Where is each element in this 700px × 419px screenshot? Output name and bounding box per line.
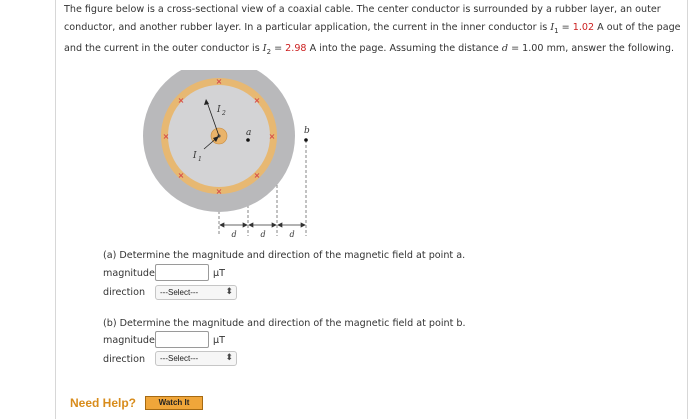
part-a-direction-value: ---Select--- [160, 288, 199, 297]
point-b [304, 138, 308, 142]
label-i2: I [217, 105, 221, 115]
dim-arrow-3r [301, 223, 305, 227]
need-help-label: Need Help? [70, 396, 137, 410]
label-i2-sub: 2 [222, 110, 226, 117]
chevron-updown-icon: ⬍ [225, 286, 233, 296]
part-a-direction-select[interactable] [155, 285, 237, 300]
current-i1-value: 1.02 [572, 22, 595, 33]
label-d-2: d [260, 230, 266, 239]
label-i1: I [193, 151, 197, 161]
label-b: b [304, 126, 310, 136]
problem-line-2: conductor, and another rubber layer. In a particular application, the current in the inner conductor is $I_1 = 1.02$ A out of the page [64, 22, 681, 35]
into-mark-6: × [177, 171, 185, 180]
part-a-magnitude-input[interactable] [155, 264, 209, 281]
problem-line-1: The figure below is a cross-sectional view of a coaxial cable. The center conductor is surrounded by a rubber layer, an outer [64, 4, 661, 15]
problem-statement [64, 1, 684, 61]
part-b-magnitude-input[interactable] [155, 331, 209, 348]
point-a [246, 138, 250, 142]
current-i2-value: 2.98 [285, 42, 307, 54]
part-a-question: (a) Determine the magnitude and direction of the magnetic field at point a. [103, 250, 466, 261]
into-mark-2: × [177, 96, 185, 105]
label-i1-sub: 1 [198, 156, 202, 163]
watch-it-button[interactable]: Watch It [145, 396, 203, 410]
dim-arrow-3l [278, 223, 282, 227]
label-d-3: d [289, 230, 295, 239]
part-a-unit: µT [213, 268, 225, 279]
into-mark-8: × [215, 187, 223, 196]
part-b-unit: µT [213, 335, 225, 346]
part-b-direction-select[interactable] [155, 351, 237, 366]
into-mark-4: × [162, 132, 170, 141]
label-d-1: d [231, 230, 237, 239]
part-b-direction-label: direction [103, 354, 146, 365]
dim-arrow-1l [220, 223, 224, 227]
into-mark-7: × [253, 171, 261, 180]
part-b-question: (b) Determine the magnitude and direction of the magnetic field at point b. [103, 318, 466, 329]
dim-arrow-1r [243, 223, 247, 227]
dimension-arrows [220, 223, 305, 227]
label-a: a [246, 128, 252, 138]
problem-line-3: and the current in the outer conductor is $I_2 = 2.98$ A into the page. Assuming the distance d = 1.00 mm, answer the following. [64, 42, 675, 56]
dim-arrow-2l [249, 223, 253, 227]
part-a-magnitude-label: magnitude [103, 268, 155, 279]
part-b-direction-value: ---Select--- [160, 354, 199, 363]
into-mark-5: × [268, 132, 276, 141]
coaxial-cable-figure [140, 70, 340, 245]
into-mark-1: × [215, 77, 223, 86]
dim-arrow-2r [272, 223, 276, 227]
chevron-updown-icon: ⬍ [225, 352, 233, 362]
part-b-magnitude-label: magnitude [103, 335, 155, 346]
into-mark-3: × [253, 96, 261, 105]
part-a-direction-label: direction [103, 287, 146, 298]
